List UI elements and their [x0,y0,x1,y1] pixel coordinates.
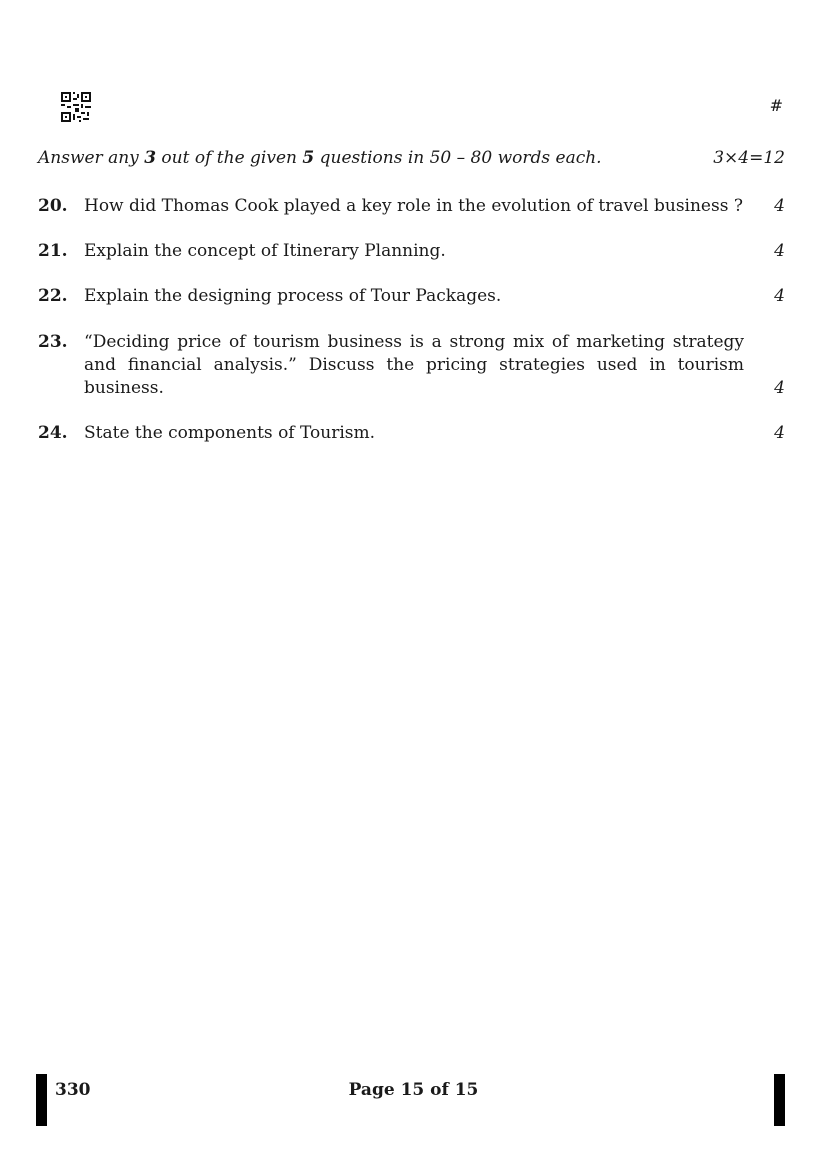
paper-code: 330 [55,1080,91,1100]
question-text: Explain the concept of Itinerary Planning. [84,241,446,261]
section-marks: 3×4=12 [713,148,785,168]
question-text: How did Thomas Cook played a key role in the evolution of travel business ? [84,196,743,216]
instruction-text: Answer any 3 out of the given 5 questions in 50 – 80 words each. [38,148,602,168]
question-item [38,195,785,218]
question-number: 22. [38,286,68,306]
question-marks: 4 [774,286,785,306]
page-marker: # [769,96,783,115]
question-number: 20. [38,196,68,216]
question-item [38,240,785,263]
footer-bar-right [774,1074,785,1126]
question-item [38,331,785,400]
question-number: 24. [38,423,68,443]
page-number: Page 15 of 15 [348,1080,479,1100]
question-number: 23. [38,332,68,352]
question-text: “Deciding price of tourism business is a strong mix of marketing strategy and financial analysis.” Discuss the pricing strategies used in tourism business. [84,332,744,398]
question-item [38,285,785,308]
question-marks: 4 [774,423,785,443]
question-marks: 4 [774,241,785,261]
question-text: Explain the designing process of Tour Packages. [84,286,502,306]
qr-code [61,92,91,122]
question-marks: 4 [774,378,785,398]
section-instructions [38,148,785,168]
question-number: 21. [38,241,68,261]
question-text: State the components of Tourism. [84,423,376,443]
question-item [38,422,785,445]
question-marks: 4 [774,196,785,216]
